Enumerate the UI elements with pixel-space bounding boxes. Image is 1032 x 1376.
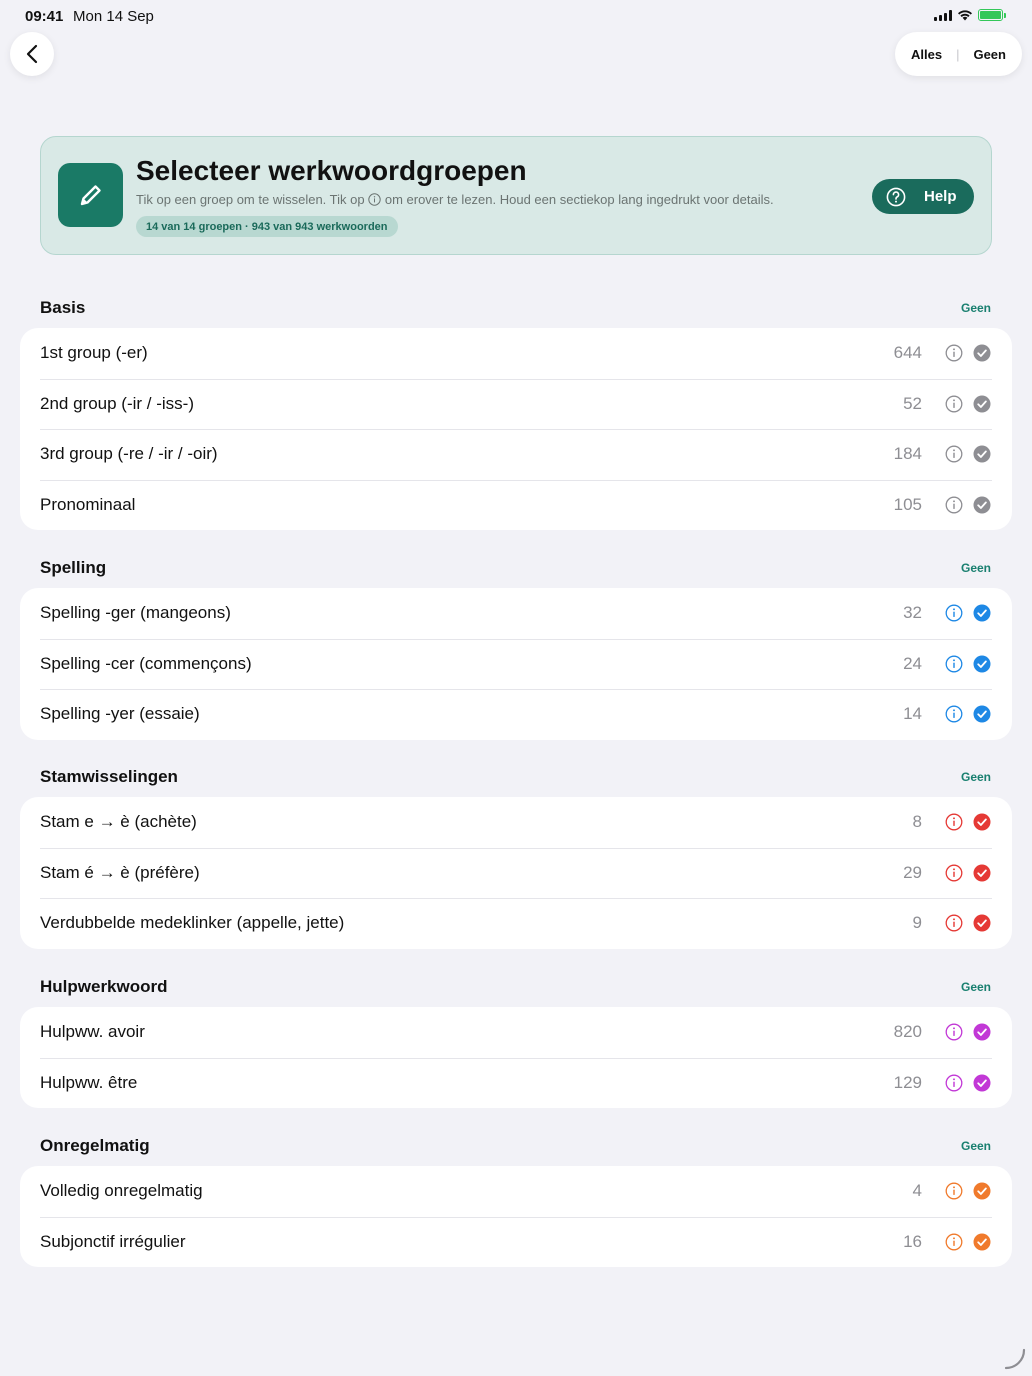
checkmark-icon	[973, 864, 991, 882]
hero-icon-tile	[58, 163, 123, 227]
group-row[interactable]	[20, 797, 1012, 848]
checkmark-icon	[973, 655, 991, 673]
verb-count: 184	[893, 444, 922, 464]
group-label: Pronominaal	[40, 494, 136, 514]
group-row[interactable]	[20, 480, 1012, 531]
section-card	[20, 797, 1012, 949]
info-icon[interactable]	[945, 655, 963, 673]
verb-count: 52	[903, 393, 922, 413]
group-row[interactable]	[20, 429, 1012, 480]
checkmark-icon	[973, 1182, 991, 1200]
hero-card	[40, 136, 992, 255]
section-header[interactable]: Hulpwerkwoord	[40, 977, 168, 996]
info-icon[interactable]	[945, 1182, 963, 1200]
checkmark-icon	[973, 496, 991, 514]
question-circle-icon	[886, 187, 906, 207]
group-label: Volledig onregelmatig	[40, 1181, 203, 1201]
checkmark-icon	[973, 1233, 991, 1251]
verb-count: 644	[893, 343, 922, 363]
group-label: Hulpww. être	[40, 1072, 138, 1092]
select-none-button[interactable]: Geen	[973, 46, 1006, 62]
section-header[interactable]: Stamwisselingen	[40, 767, 178, 786]
verb-count: 820	[893, 1022, 922, 1042]
group-row[interactable]	[20, 1217, 1012, 1268]
group-label: 2nd group (-ir / -iss-)	[40, 393, 194, 413]
group-label: Subjonctif irrégulier	[40, 1231, 186, 1251]
help-button-label: Help	[924, 188, 957, 205]
group-row[interactable]	[20, 588, 1012, 639]
group-row[interactable]	[20, 1007, 1012, 1058]
group-label: Spelling -ger (mangeons)	[40, 603, 231, 623]
checkmark-icon	[973, 705, 991, 723]
info-icon[interactable]	[945, 496, 963, 514]
checkmark-icon	[973, 914, 991, 932]
select-toggle-group	[895, 32, 1022, 76]
corner-resize-icon	[1002, 1346, 1028, 1372]
status-bar	[0, 0, 1032, 32]
subtitle-text-start: Tik op een groep om te wisselen. Tik op	[136, 192, 365, 207]
group-row[interactable]	[20, 379, 1012, 430]
info-icon[interactable]	[945, 1074, 963, 1092]
verb-count: 129	[893, 1072, 922, 1092]
toolbar-divider: |	[956, 46, 960, 62]
group-row[interactable]	[20, 1166, 1012, 1217]
info-icon[interactable]	[945, 864, 963, 882]
chevron-left-icon	[25, 44, 39, 64]
group-row[interactable]	[20, 848, 1012, 899]
group-label: Spelling -yer (essaie)	[40, 704, 200, 724]
info-icon[interactable]	[945, 813, 963, 831]
checkmark-icon	[973, 604, 991, 622]
checkmark-icon	[973, 1074, 991, 1092]
verb-count: 4	[912, 1181, 922, 1201]
section-header[interactable]: Basis	[40, 298, 86, 317]
group-row[interactable]	[20, 328, 1012, 379]
verb-count: 14	[903, 704, 922, 724]
info-icon[interactable]	[945, 914, 963, 932]
group-label: 1st group (-er)	[40, 343, 148, 363]
selection-summary-badge: 14 van 14 groepen · 943 van 943 werkwoorden	[136, 216, 398, 237]
verb-count: 24	[903, 653, 922, 673]
info-icon[interactable]	[945, 1023, 963, 1041]
info-circle-icon	[368, 193, 381, 206]
info-icon[interactable]	[945, 395, 963, 413]
group-label: 3rd group (-re / -ir / -oir)	[40, 444, 218, 464]
subtitle-text-end: om erover te lezen. Houd een sectiekop lang ingedrukt voor details.	[384, 192, 774, 207]
page-title: Selecteer werkwoordgroepen	[136, 155, 527, 186]
checkmark-icon	[973, 344, 991, 362]
section-deselect-button[interactable]: Geen	[960, 980, 991, 994]
section-card	[20, 1007, 1012, 1108]
battery-icon	[978, 9, 1006, 21]
section-header[interactable]: Onregelmatig	[40, 1136, 150, 1155]
status-date: Mon 14 Sep	[73, 8, 154, 25]
section-card	[20, 328, 1012, 530]
group-row[interactable]	[20, 689, 1012, 740]
info-icon[interactable]	[945, 1233, 963, 1251]
back-button[interactable]	[10, 32, 54, 76]
checkmark-icon	[973, 1023, 991, 1041]
section-deselect-button[interactable]: Geen	[960, 770, 991, 784]
wifi-icon	[957, 9, 973, 21]
checkmark-icon	[973, 395, 991, 413]
status-time: 09:41	[25, 8, 64, 25]
verb-count: 8	[912, 812, 922, 832]
group-row[interactable]	[20, 1058, 1012, 1109]
cellular-signal-icon	[934, 10, 952, 21]
section-header[interactable]: Spelling	[40, 558, 107, 577]
group-label: Spelling -cer (commençons)	[40, 653, 252, 673]
verb-count: 105	[893, 494, 922, 514]
pencil-icon	[76, 180, 106, 210]
checkmark-icon	[973, 813, 991, 831]
group-label: Stam e → è (achète)	[40, 812, 197, 832]
info-icon[interactable]	[945, 705, 963, 723]
checkmark-icon	[973, 445, 991, 463]
group-label: Verdubbelde medeklinker (appelle, jette)	[40, 913, 345, 933]
select-all-button[interactable]: Alles	[911, 46, 943, 62]
info-icon[interactable]	[945, 604, 963, 622]
verb-count: 32	[903, 603, 922, 623]
section-deselect-button[interactable]: Geen	[960, 561, 991, 575]
verb-count: 29	[903, 862, 922, 882]
group-label: Stam é → è (préfère)	[40, 862, 200, 882]
page-subtitle	[136, 192, 774, 207]
section-deselect-button[interactable]: Geen	[960, 1139, 991, 1153]
section-card	[20, 1166, 1012, 1267]
section-card	[20, 588, 1012, 740]
info-icon[interactable]	[945, 344, 963, 362]
help-button[interactable]	[872, 179, 974, 214]
verb-count: 9	[912, 913, 922, 933]
section-deselect-button[interactable]: Geen	[960, 301, 991, 315]
group-label: Hulpww. avoir	[40, 1022, 145, 1042]
group-row[interactable]	[20, 639, 1012, 690]
info-icon[interactable]	[945, 445, 963, 463]
verb-count: 16	[903, 1231, 922, 1251]
group-row[interactable]	[20, 898, 1012, 949]
status-icons	[934, 9, 1006, 21]
